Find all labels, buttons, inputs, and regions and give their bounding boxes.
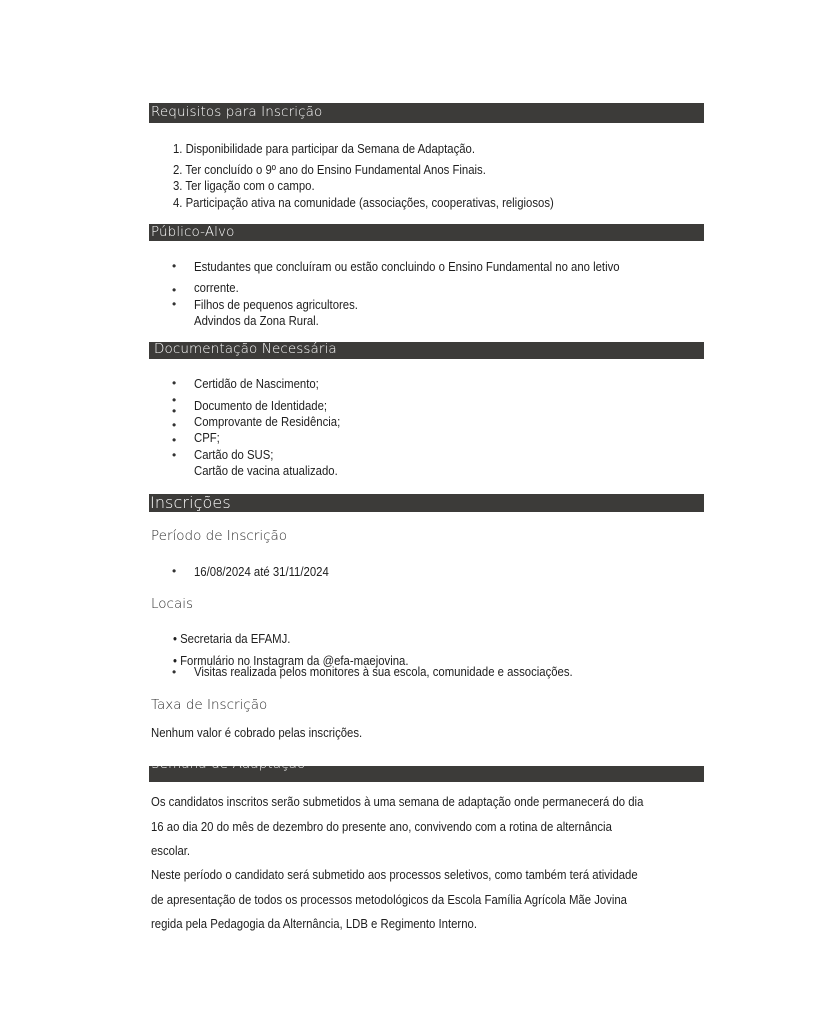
document-item: Certidão de Nascimento;: [194, 376, 319, 391]
requirement-item: 4. Participação ativa na comunidade (associações, cooperativas, religiosos): [173, 195, 554, 210]
requirement-item: 3. Ter ligação com o campo.: [173, 178, 315, 193]
document-item: Documento de Identidade;: [194, 398, 328, 413]
section-header-semana-adaptacao: [149, 756, 704, 782]
requirement-item: 1. Disponibilidade para participar da Semana de Adaptação.: [173, 141, 476, 156]
bullet-icon: •: [172, 297, 177, 311]
requirement-item: 2. Ter concluído o 9º ano do Ensino Fundamental Anos Finais.: [173, 162, 486, 177]
bullet-icon: •: [172, 404, 177, 418]
section-header-inscricoes: [149, 494, 704, 512]
section-title: Público-Alvo: [151, 224, 235, 240]
paragraph-line: Neste período o candidato será submetido aos processos seletivos, como também terá atividade: [151, 867, 638, 882]
location-text: Formulário no Instagram da @efa-maejovina.: [180, 653, 409, 668]
audience-item: corrente.: [194, 280, 239, 295]
registration-period-label: Período de Inscrição: [151, 528, 288, 544]
audience-item: Filhos de pequenos agricultores.: [194, 297, 358, 312]
locations-label: Locais: [151, 596, 194, 612]
section-title: Inscrições: [150, 493, 231, 512]
section-header-documentacao: [149, 342, 704, 359]
bullet-icon: •: [172, 259, 177, 273]
document-item: CPF;: [194, 430, 220, 445]
fee-label: Taxa de Inscrição: [151, 697, 268, 713]
document-item: Comprovante de Residência;: [194, 414, 341, 429]
bullet-icon: •: [172, 665, 177, 679]
section-header-requisitos: [149, 103, 704, 123]
location-item: • Formulário no Instagram da @efa-maejovina.: [173, 653, 409, 668]
section-title: Requisitos para Inscrição: [151, 104, 323, 120]
location-item: Visitas realizada pelos monitores à sua escola, comunidade e associações.: [194, 664, 573, 679]
paragraph-line: de apresentação de todos os processos metodológicos da Escola Família Agrícola Mãe Jovina: [151, 892, 627, 907]
fee-value: Nenhum valor é cobrado pelas inscrições.: [151, 725, 363, 740]
location-item: • Secretaria da EFAMJ.: [173, 631, 291, 646]
section-title: Documentação Necessária: [154, 341, 337, 357]
audience-item: Estudantes que concluíram ou estão concluindo o Ensino Fundamental no ano letivo: [194, 259, 620, 274]
bullet-icon: •: [172, 283, 177, 297]
bullet-icon: •: [172, 376, 177, 390]
location-text: Secretaria da EFAMJ.: [180, 631, 291, 646]
registration-period-value: 16/08/2024 até 31/11/2024: [194, 564, 329, 579]
bullet-icon: •: [172, 564, 177, 578]
bullet-icon: •: [172, 393, 177, 407]
bullet-icon: •: [172, 433, 177, 447]
section-header-publico-alvo: [149, 224, 704, 241]
audience-item: Advindos da Zona Rural.: [194, 313, 319, 328]
paragraph-line: 16 ao dia 20 do mês de dezembro do presente ano, convivendo com a rotina de alternância: [151, 819, 612, 834]
paragraph-line: Os candidatos inscritos serão submetidos à uma semana de adaptação onde permanecerá do dia: [151, 794, 644, 809]
bullet-icon: •: [172, 448, 177, 462]
document-item: Cartão do SUS;: [194, 447, 274, 462]
paragraph-line: escolar.: [151, 843, 191, 858]
paragraph-line: regida pela Pedagogia da Alternância, LDB e Regimento Interno.: [151, 916, 477, 931]
document-item: Cartão de vacina atualizado.: [194, 463, 338, 478]
section-title: Semana de Adaptação: [151, 756, 306, 772]
bullet-icon: •: [172, 418, 177, 432]
